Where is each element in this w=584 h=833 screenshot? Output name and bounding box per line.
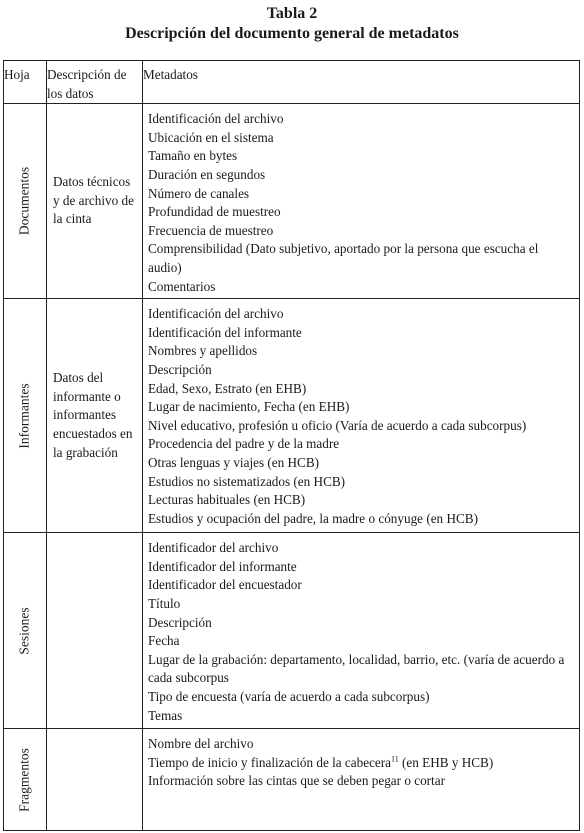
table-number: Tabla 2 (266, 5, 318, 22)
sheet-cell (4, 729, 47, 831)
list-item: Ubicación en el sistema (148, 129, 274, 145)
sheet-cell (4, 104, 47, 299)
list-item: Temas (148, 707, 183, 723)
table-title: Descripción del documento general de metadatos (125, 25, 459, 42)
list-item: Identificación del archivo (148, 111, 284, 127)
sheet-label: Documentos (16, 167, 32, 236)
list-item: Identificador del encuestador (148, 577, 302, 593)
description-cell (47, 533, 143, 729)
list-item: Fecha (148, 633, 180, 649)
table-row (4, 299, 580, 533)
list-item: Frecuencia de muestreo (148, 222, 274, 238)
list-item: Estudios y ocupación del padre, la madre o cónyuge (en HCB) (148, 510, 478, 526)
list-item: Título (148, 595, 181, 611)
list-item: Duración en segundos (148, 166, 266, 182)
metadata-cell (143, 299, 580, 533)
description-cell: Datos del informante o informantes encuestados en la grabación (47, 299, 143, 533)
item-suffix: (en EHB y HCB) (398, 754, 494, 770)
sheet-label: Informantes (16, 383, 32, 449)
list-item: Nombre del archivo (148, 736, 254, 752)
list-item: Identificador del archivo (148, 540, 279, 556)
footnote-marker: 11 (391, 754, 399, 764)
list-item: Lugar de la grabación: departamento, localidad, barrio, etc. (varía de acuerdo a cada subcorpus (148, 651, 565, 686)
list-item: Nivel educativo, profesión u oficio (Varía de acuerdo a cada subcorpus) (148, 417, 527, 433)
sheet-cell (4, 533, 47, 729)
list-item: Nombres y apellidos (148, 343, 258, 359)
metadata-list (148, 305, 575, 528)
list-item: Edad, Sexo, Estrato (en EHB) (148, 380, 307, 396)
list-item: Información sobre las cintas que se deben pegar o cortar (148, 773, 445, 789)
list-item: Identificador del informante (148, 558, 297, 574)
header-row (4, 61, 580, 104)
list-item: Comprensibilidad (Dato subjetivo, aportado por la persona que escucha el audio) (148, 241, 539, 275)
list-item: Lugar de nacimiento, Fecha (en EHB) (148, 399, 350, 415)
table-row (4, 729, 580, 831)
list-item: Número de canales (148, 185, 250, 201)
header-description: Descripción de los datos (47, 61, 143, 104)
list-item: Otras lenguas y viajes (en HCB) (148, 454, 320, 470)
sheet-label: Fragmentos (16, 747, 32, 812)
sheet-cell (4, 299, 47, 533)
metadata-cell (143, 104, 580, 299)
list-item: Tipo de encuesta (varía de acuerdo a cada subcorpus) (148, 688, 430, 704)
list-item (148, 754, 575, 773)
description-cell (47, 729, 143, 831)
list-item: Descripción (148, 614, 212, 630)
metadata-table (3, 60, 580, 831)
list-item: Procedencia del padre y de la madre (148, 436, 340, 452)
list-item: Comentarios (148, 278, 216, 294)
list-item: Identificación del archivo (148, 306, 284, 322)
header-metadata: Metadatos (143, 61, 580, 104)
sheet-label: Sesiones (16, 607, 32, 655)
description-cell: Datos técnicos y de archivo de la cinta (47, 104, 143, 299)
list-item: Identificación del informante (148, 324, 302, 340)
metadata-list (148, 110, 575, 296)
list-item: Lecturas habituales (en HCB) (148, 492, 306, 508)
item-text: Tiempo de inicio y finalización de la cabecera (148, 754, 392, 770)
metadata-list (148, 735, 575, 791)
header-sheet: Hoja (4, 61, 47, 104)
metadata-cell (143, 533, 580, 729)
list-item: Estudios no sistematizados (en HCB) (148, 473, 346, 489)
metadata-cell (143, 729, 580, 831)
metadata-list (148, 539, 575, 725)
list-item: Descripción (148, 361, 212, 377)
table-row (4, 104, 580, 299)
list-item: Profundidad de muestreo (148, 204, 281, 220)
table-row (4, 533, 580, 729)
list-item: Tamaño en bytes (148, 148, 238, 164)
